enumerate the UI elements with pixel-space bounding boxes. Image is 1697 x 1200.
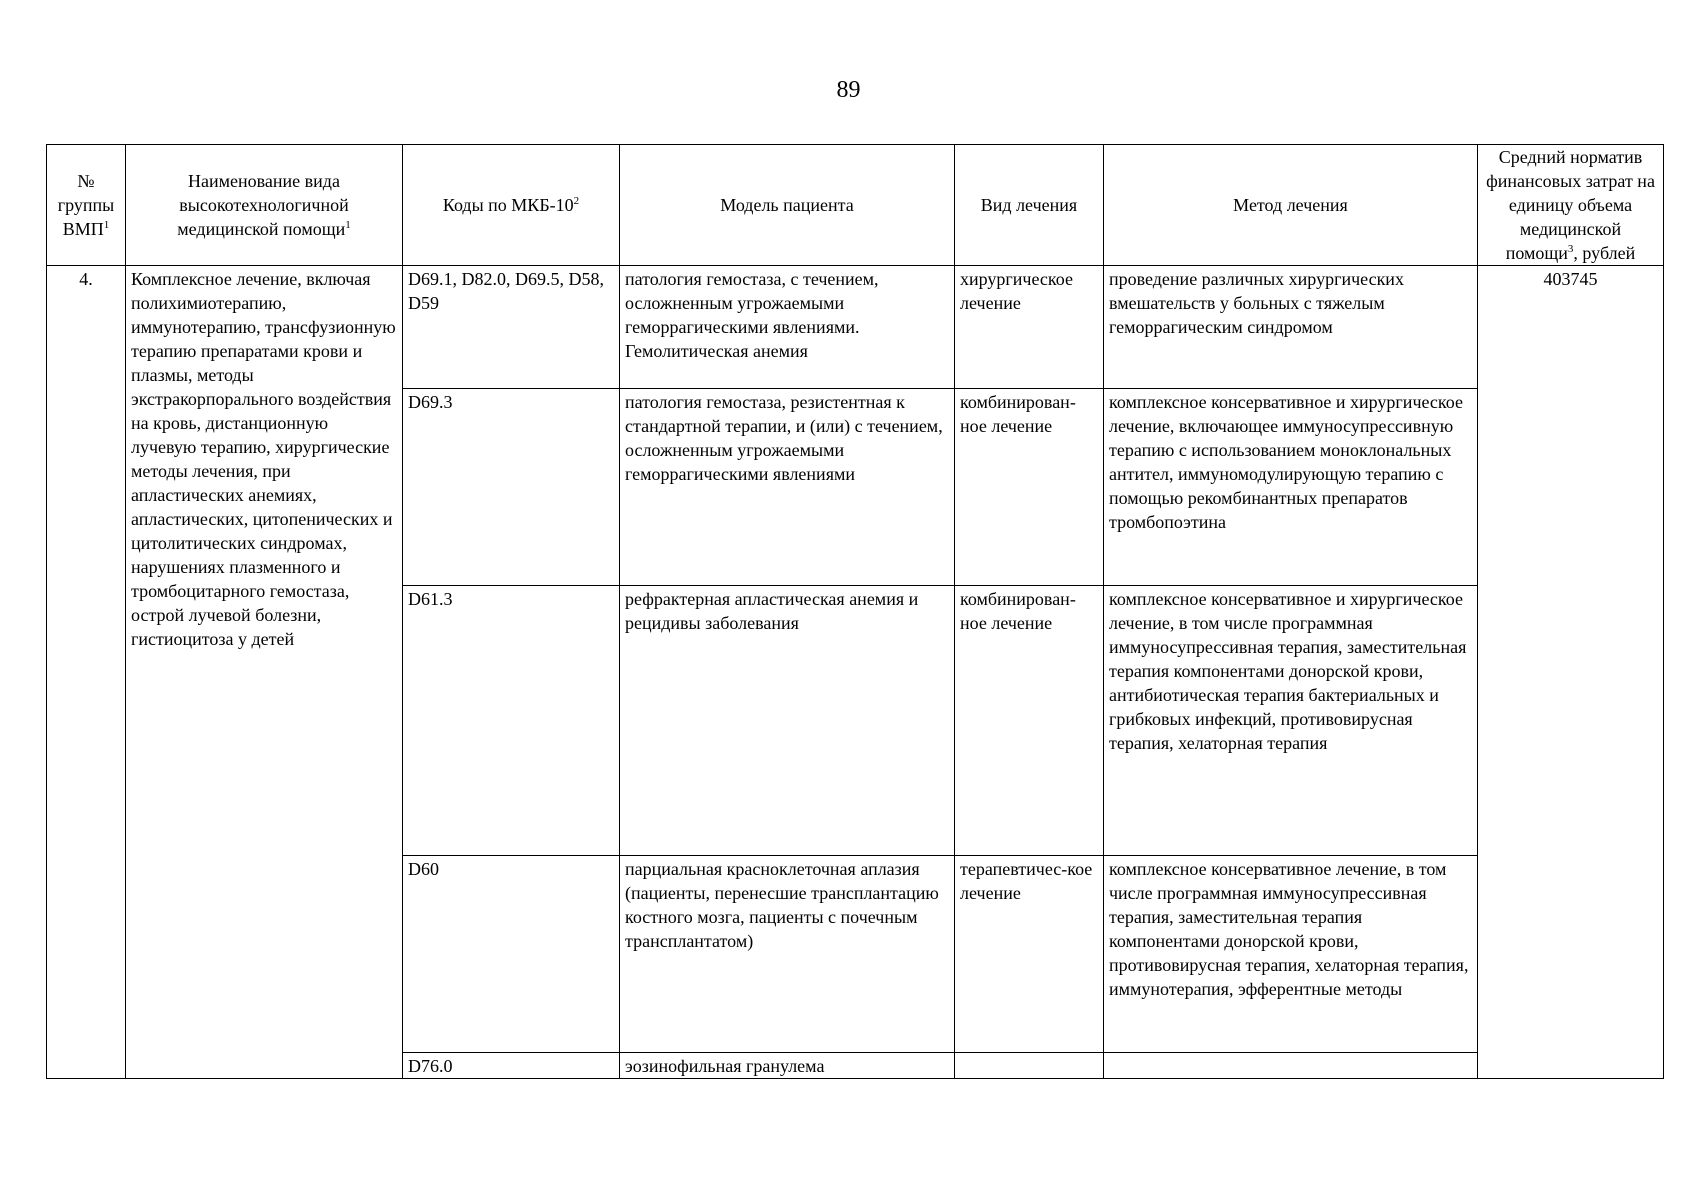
- icd-codes-cell: D61.3: [403, 586, 620, 856]
- header-cost-norm: Средний норматив финансовых затрат на единицу объема медицинской помощи$^3$, рублей: [1478, 145, 1664, 266]
- treatment-type-cell: комбинирован-ное лечение: [955, 586, 1104, 856]
- header-group-number: № группы ВМП$^1$: [47, 145, 126, 266]
- icd-codes-cell: D76.0: [403, 1053, 620, 1079]
- header-icd-codes: Коды по МКБ-$10^2$: [403, 145, 620, 266]
- icd-codes-cell: D69.3: [403, 389, 620, 586]
- group-number: 4.: [47, 266, 126, 1079]
- patient-model-cell: патология гемостаза, с течением, осложненным угрожаемыми геморрагическими явлениями. Гемолитическая анемия: [620, 266, 955, 389]
- treatment-type-cell: хирургическое лечение: [955, 266, 1104, 389]
- page-number: 89: [836, 77, 861, 103]
- vmp-table: [46, 144, 1664, 1079]
- treatment-type-cell: комбинирован-ное лечение: [955, 389, 1104, 586]
- treatment-type-cell: терапевтичес-кое лечение: [955, 856, 1104, 1053]
- table-header-row: [47, 145, 1664, 266]
- patient-model-cell: рефрактерная апластическая анемия и рецидивы заболевания: [620, 586, 955, 856]
- treatment-type-cell: [955, 1053, 1104, 1079]
- treatment-method-cell: комплексное консервативное лечение, в том числе программная иммуносупрессивная терапия, заместительная терапия компонентами донорской крови, противовирусная терапия, хелаторная терапия, иммунотерапия, эфферентные методы: [1104, 856, 1478, 1053]
- header-treatment-type: Вид лечения: [955, 145, 1104, 266]
- patient-model-cell: патология гемостаза, резистентная к стандартной терапии, и (или) с течением, осложненным угрожаемыми геморрагическими явлениями: [620, 389, 955, 586]
- treatment-method-cell: комплексное консервативное и хирургическое лечение, включающее иммуносупрессивную терапию с использованием моноклональных антител, иммуномодулирующую терапию с помощью рекомбинантных препаратов тромбопоэтина: [1104, 389, 1478, 586]
- icd-codes-cell: D60: [403, 856, 620, 1053]
- treatment-method-cell: [1104, 1053, 1478, 1079]
- treatment-method-cell: комплексное консервативное и хирургическое лечение, в том числе программная иммуносупрессивная терапия, заместительная терапия компонентами донорской крови, антибиотическая терапия бактериальных и грибковых инфекций, противовирусная терапия, хелаторная терапия: [1104, 586, 1478, 856]
- care-type-name: Комплексное лечение, включая полихимиотерапию, иммунотерапию, трансфузионную терапию препаратами крови и плазмы, методы экстракорпорального воздействия на кровь, дистанционную лучевую терапию, хирургические методы лечения, при апластических анемиях, апластических, цитопенических и цитолитических синдромах, нарушениях плазменного и тромбоцитарного гемостаза, острой лучевой болезни, гистиоцитоза у детей: [126, 266, 403, 1079]
- cost-norm-value: 403745: [1478, 266, 1664, 1079]
- treatment-method-cell: проведение различных хирургических вмешательств у больных с тяжелым геморрагическим синдромом: [1104, 266, 1478, 389]
- icd-codes-cell: D69.1, D82.0, D69.5, D58, D59: [403, 266, 620, 389]
- header-treatment-method: Метод лечения: [1104, 145, 1478, 266]
- table-row: [47, 266, 1664, 389]
- header-care-type: Наименование вида высокотехнологичной медицинской помощи$^1$: [126, 145, 403, 266]
- header-patient-model: Модель пациента: [620, 145, 955, 266]
- patient-model-cell: эозинофильная гранулема: [620, 1053, 955, 1079]
- patient-model-cell: парциальная красноклеточная аплазия (пациенты, перенесшие трансплантацию костного мозга, пациенты с почечным трансплантатом): [620, 856, 955, 1053]
